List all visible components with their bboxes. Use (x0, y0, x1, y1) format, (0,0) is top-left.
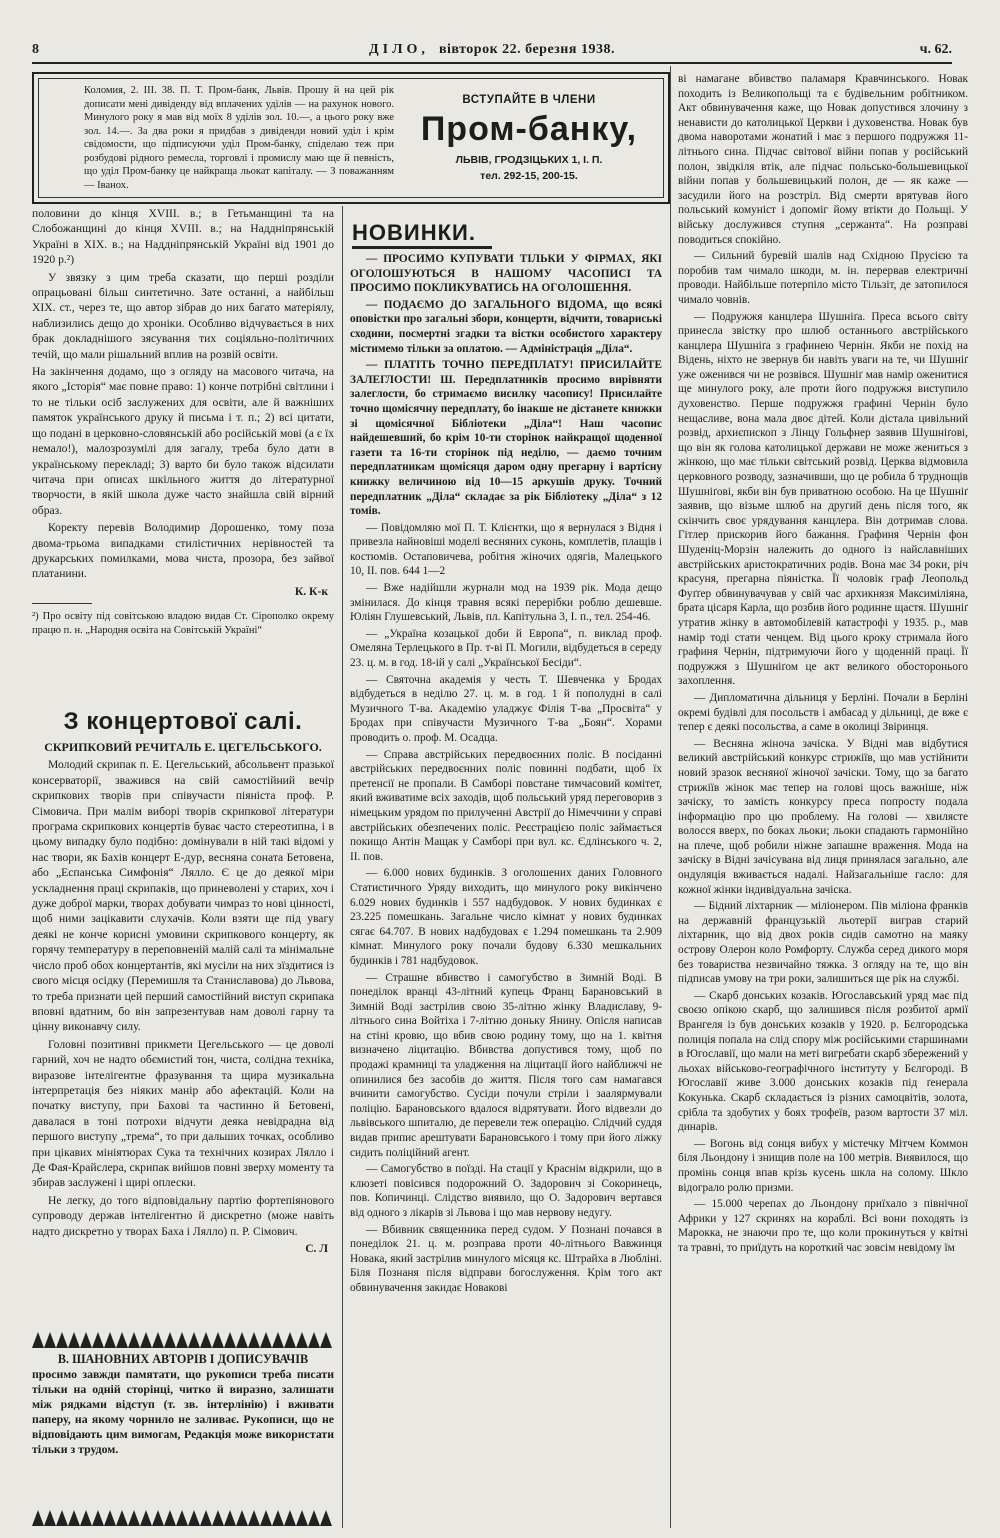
news-item: — Самогубство в поїзді. На стації у Краснім відкрили, що в клюзеті повісився подорожний О. Задорович зі Сокоринець, пов. Копичинці. Слідство виявило, що О. Задорович вертався від одного з лікарів зі Львова і що мав нервову недугу. (350, 1163, 662, 1219)
paper-title: ДІЛО, (369, 42, 429, 57)
news-item: — Страшне вбивство і самогубство в Зимній Воді. В понеділок вранці 43-літний купець Франц Барановський в Зимній Воді застрілив свою 35-літню жінку Владиславу, 9-літнього сина Войтіха і 7-літню доньку Янину. Опісля написав на стіні кровю, що вбив свою родину тому, що на 1. квітня визначено ліцитацію. Вбивства допустився тому, щоб по продажі крамниці та уладження на ліцитації його найближчі не опинилися без засобів до життя. Після того сам намагався вчинити самогубство. Сусіди почули стріли і заалярмували поліцію. Барановського вдалося відрятувати. Його відвезли до львівського шпиталю, де перевели теж операцію. Слідчий суддя видав припис арештувати Барановського і тому при його ліжку сидить поліційний агент. (350, 971, 662, 1159)
authors-notice (32, 1352, 334, 1457)
concert-subtitle: СКРИПКОВИЙ РЕЧИТАЛЬ Е. ЦЕГЕЛЬСЬКОГО. (44, 740, 322, 754)
footnote-rule (32, 603, 92, 604)
column-2-news (350, 252, 662, 1298)
review-paragraph: На закінчення додамо, що з огляду на масового читача, на якого „Історія“ має повне право: 1) конче потрібні світлини і то не тільки осіб заслужених для освіти, але й важніших памяток українського друку й письма і т. п.; 2) всі цитати, що подані в церковно-словянській або російській мові (а є їх немало!), малозрозумілі для загалу, треба було дати в українському перекладі; 3) варто би було також відсилати читача при описах шкільного життя до літературної творчости, в якій школа дуже часто знайшла свій вірний образ. (32, 365, 334, 517)
notice-body: просимо завжди памятати, що рукописи треба писати тільки на одній сторінці, читко й виразно, залишати між рядками відступ (т. зв. інтерлінію) і вживати паперу, на якому чорнило не заливає. Рукописи, що не відповідають цим вимогам, Редакція може використати тільки з трудом. (32, 1367, 334, 1456)
news-item: — Подружжя канцлера Шушніґа. Преса всього світу принесла звістку про шлюб останнього австрійського канцлера Шушніґа з графинею Чернін. Якби не похід на Відень, ніхто не звернув би навіть уваги на те, чи Шушніґ уже оженився чи не розвівся. Шушніґ мав намір оженитися ще минулого року, але проти його подружжя виступило духовенство. Перше подружжя графині Чернін було нещасливе, вона мала двоє дітей. Коли дістала цивільний розвід, архиєпископ з Лінцу Гольфнер заявив Шушніґові, що він як голова католицької держави не може жениться з жінкою, що має тільки світський розвід. Церква відмовила церковного розводу, зазначивши, що це робила б труднощів Шушніґові, якби він був приватною особою. На це Шушніґ заявив, що візьме шлюб на другий день після того, як скінчить своє урядування канцлера. Він дотримав слова. Гітлер прискорив його бажання. Графиня Чернін фон Шуденіц-Морзін належить до одного із найславніших австрійських аристократичних родів. Вона має 34 роки, річ красуня, прегарна піяністка. Її чоловік граф Леопольд Фуґґер обвинувачував у свій час архикнязя Максиміліяна, брата цісаря Карла, що розбив його родинне щастя. Шушніґ утратив жінку в автомобілевій катастрофі у 1935. р., мав намір тоді стати ченцем. Від цього кроку стримала його графиня Чернін, підтримуючи його у щоденній праці. Її подружжя з Шушніґом це акт великого обосторонього захоплення. (678, 310, 968, 688)
news-section-title: НОВИНКИ. (352, 220, 492, 249)
concert-signature: С. Л (305, 1242, 328, 1255)
review-paragraph: У звязку з цим треба сказати, що перші розділи опрацьовані більш синтетично. Зате останні, а найбільш XIX. ст., через те, що автор зібрав до них багато матеріялу, наблизились дещо до хроніки. Особливо відчувається в них брак докладнішого зясування тих соціяльно-політичних течій, що мали рішальний вплив на розвій освіти. (32, 270, 334, 361)
concert-paragraph: Не легку, до того відповідальну партію фортепіянового супроводу держав інтелігентно й дискретно (може навіть надто дискретно у творах Баха і Лялло) п. Р. Сімович. (32, 1193, 334, 1238)
issue-number: ч. 62. (919, 42, 952, 57)
ad-address: ЛЬВІВ, ГРОДЗІЦЬКИХ 1, І. П. (455, 154, 603, 166)
review-paragraph: половини до кінця XVIII. в.; в Гетьманщині та на Слобожанщині до кінця XVIII. в.; на Наддніпрянській Україні в XIX. в.; на Наддніпрянській Україні від 1901 до 1920 р.²) (32, 207, 334, 267)
concert-section-title: З концертової салі. (63, 708, 303, 735)
news-lead-notice: — ПЛАТІТЬ ТОЧНО ПЕРЕДПЛАТУ! ПРИСИЛАЙТЕ ЗАЛЕГЛОСТИ! Ш. Передплатників просимо вирівняти залеглости, бо стримаємо висилку часопису! Присилайте точно щомісячну передплату, бо інакше не дістанете книжки зі щомісячної Бібліотеки „Діла“! Наш часопис найдешевший, бо крім 10-ти сторінок найкращої щоденної газети та 16-ти сторінок під неділю, — даємо точним передплатникам щомісяця даром одну прегарну і вартісну книжку величиною від 10—15 аркушів друку. Точний передплатник „Діла“ складає за рік Бібліотеку „Діла“ з 12 томів. (350, 359, 662, 518)
news-item: ві намагане вбивство паламаря Кравчинського. Новак походить із Великопольщі та є будівельним робітником. Акт обвинувачення каже, що Новак допустився злочину з ненависти до католицької Церкви і духовенства. Новак був двома наворотами жонатий і має з першого подружжя 11-літнього сина. Підчас світової війни попав у російський полон, звідкіля втік, але підчас польсько-большевицької війни попав у большевицький полон, де — як каже — засудили його на розстріл. Від смерти врятував його польський комуніст і допоміг йому втікти до Польщі. У війську дослужився ступня „сержанта“. На розправі поводиться спокійно. (678, 73, 968, 246)
concert-paragraph: Молодий скрипак п. Е. Цегельський, абсольвент празької консерваторії, зважився на свій самостійний вечір скрипкових творів при співучасти піяніста проф. Р. Сімовича. При малім виборі творів скрипкової літератури програма скрипкових концертів буває часто стереотипна, і в цьому випадку було подібно: домінували в ній такі відомі у нас твори, як Бахів концерт Е-дур, весняна соната Бетовена, або „Еспанська Симфонія“ Лялло. Є це до деякої міри ускладнення праці скрипаків, що приневолені у старих, хоч і дуже доброї марки, творах добувати чимраз то нові цінності, щоб ними зацікавити слухачів. Коли взяти ще під увагу деякі не конче корисні умовини скрипкового концерту, як горячу температуру в переповненій малій салі та мінімальне число проб обох концертантів, які мусіли на них зїздитися із свого місця осідку (Перемишля та Станиславова) до Львова, то треба признати цей перший самостійний виступ скрипака вповні вдатним, бо він запрезентував нам доволі гарну та цінну виконавчу силу. (32, 758, 334, 1034)
issue-date: вівторок 22. березня 1938. (438, 42, 615, 57)
news-item: — Весняна жіноча зачіска. У Відні мав відбутися великий австрійський конкурс стрижіїв, що мав устійнити новий зразок весняної жіночої зачіски. Тому, що за багато стрижіїв жінок має тепер на голові щось важніше, ніж зачіску, то замість конкурсу преса попросту подала інформацію про цю проблему. На голові — хвилясте волосся вверх, по боках льоки; льоки спадають гармонійно на плече, щоб робили ніжне запашне враження. Мода на зачіску в Відні зачісувана від лиця принялася загально, але ондуляція вживається надалі. Найзагальніше гасло: для кожної жінки індивідуальна зачіска. (678, 737, 968, 896)
notice-heading: В. ШАНОВНИХ АВТОРІВ І ДОПИСУВАЧІВ (57, 1352, 309, 1366)
ad-brand (404, 84, 654, 182)
news-item: — 6.000 нових будинків. З оголошених даних Головного Статистичного Уряду виходить, що минулого року викінчено 6.029 нових будинків і 557 надбудовок. У нових будинках є 23.225 помешкань. Загальне число кімнат у нових будинках сягає 64.707. В нових надбудовах є 1.294 помешкань та 2.909 кімнат. Минулого року почали будову 6.330 мешкальних будинків і 781 надбудовок. (350, 867, 662, 967)
news-item: — Бідний ліхтарник — міліонером. Пів міліона франків на державній французькій льотерії виграв старий ліхтарник, що від двох років сидів самотно на маяку острову Олерон коло Ромфорту. Служба серед дикого моря без товариства незвичайно тяжка. З огляду на те, що він підписав умову на три роки, залишиться ще рік на службі. (678, 900, 968, 986)
news-lead-notice: — ПРОСИМО КУПУВАТИ ТІЛЬКИ У ФІРМАХ, ЯКІ ОГОЛОШУЮТЬСЯ В НАШОМУ ЧАСОПИСІ ТА ПРОСИМО ПОКЛИКУВАТИСЬ НА ОГОЛОШЕННЯ. (350, 253, 662, 295)
review-paragraph: Коректу перевів Володимир Дорошенко, тому поза двома-трьома випадками стилістичних нерівностей та друкарських помилками, мова чиста, прозора, без зайвої платанини. (32, 521, 334, 581)
ornament-border-bottom (32, 1508, 332, 1526)
column-1-concert (32, 740, 334, 1260)
news-item: — Вогонь від сонця вибух у містечку Мітчем Коммон біля Льондону і знищив поле на 100 метрів. Виявилося, що промінь сонця впав крізь кусень шкла на солому. Шкло відограло ролю призми. (678, 1137, 968, 1194)
news-item: — 15.000 черепах до Льондону приїхало з північної Африки у 127 скринях на кораблі. Всі вони походять із Марокка, не знаючи про те, що коли прокинуться у квітні та травні, то приїдуть на короткий час зовсім невідому їм (678, 1198, 968, 1254)
column-divider-right (670, 66, 671, 1528)
news-item: — Святочна академія у честь Т. Шевченка у Бродах відбудеться в неділю 27. ц. м. в год. 1 й пополудні в салі Музичного Т-ва. Академію уладжує Філія Т-ва „Просвіта“ у Бродах при співучасти Музичного Т-ва „Боян“. Хорами проводить о. проф. М. Осадца. (350, 673, 662, 744)
ad-phone: тел. 292-15, 200-15. (480, 170, 578, 182)
news-item: — Справа австрійських передвоєнних поліс. В посіданні австрійських передвоєнних поліс повинні подбати, щоб їх претенсії не пропали. В Самборі повстане тимчасовий комітет, який вживатиме всіх заходів, щоб польський уряд переговорив з німецьким урядом по прилученні Австрії до Німеччини у справі австрійських обезпечених поліс. Реєстрацією поліс займається покищо Антін Мащак у Самборі при вул. кс. Єдлінського ч. 2, II. пов. (350, 748, 662, 863)
ad-testimonial: Коломия, 2. III. 38. П. Т. Пром-банк, Львів. Прошу й на цей рік дописати мені дивіденду від вплачених уділів — на рахунок нового. Минулого року я мав від моїх 8 уділів зол. 10.—, а цього року вже зол. 14.—. За два роки я придбав з дивіденди новий уділ і крім свідомости, що підписуючи уділ Пром-банку, спіделаю теж при розбудові рідного ремесла, торговлі і промислу маю ще й певність, що уділ Пром-банку це найкраща льокат капіталу. — З поважанням — Іванох. (84, 85, 394, 191)
page-header (32, 42, 952, 64)
prombank-advertisement (32, 72, 670, 204)
column-3-news (678, 72, 968, 1258)
review-footnote: ²) Про освіту під совітською владою видав Ст. Сірополко окрему працю п. н. „Народня освіта на Совітській Україні“ (32, 611, 334, 636)
news-lead-notice: — ПОДАЄМО ДО ЗАГАЛЬНОГО ВІДОМА, що всякі оповістки про загальні збори, концерти, відчити, товариські сходини, посмертні згадки та вістки особистого характеру містимемо тільки за оплатою. — Адміністрація „Діла“. (350, 298, 662, 355)
page-number: 8 (32, 42, 39, 57)
column-1-review (32, 206, 334, 637)
ad-bank-name: Пром-банку, (420, 110, 638, 148)
masthead-line (32, 42, 952, 58)
news-item: — „Україна козацької доби й Европа“, п. виклад проф. Омеляна Терлецького в Пр. т-ві П. Могили, відбудеться в середу 23. ц. м. в год. 18-ій у салі „Української Бесіди“. (350, 627, 662, 670)
news-item: — Дипломатична дільниця у Берліні. Почали в Берліні окремі будівлі для посольств і амбасад у дільниці, де вже є тепер є деякі посольства, а саме в околиці Звіринця. (678, 691, 968, 734)
news-item: — Вже надійшли журнали мод на 1939 рік. Мода дещо змінилася. До кінця травня всякі перерібки роблю дешевше. Юліян Глушевський, Львів, пл. Капітульна 3, I. п., тел. 254-46. (350, 582, 662, 624)
ornament-border-top (32, 1330, 332, 1348)
concert-paragraph: Головні позитивні прикмети Цегельського — це доволі гарний, хоч не надто обємистий тон, чиста, солідна техніка, виразове інтелігентне фразування та щира музикальна інтерпретація без ніяких манір або афектацій. Коли на початку виступу, при Бахові та частинно й Бетовені, давалася в тоні потрохи відчути деяка невідрадна від першого виступу „трема“, то при дальших точках, особливо при цікавих мініятюрах Сука та технічних козирах Лялло і Де Фая-Крайслера, скрипак вийшов повні зверху моменту та збирав заслужені і щирі оплески. (32, 1037, 334, 1190)
review-signature: К. К-к (294, 584, 328, 598)
news-item: — Скарб донських козаків. Югославський уряд має під своєю опікою скарб, що залишився після розбитої армії Врангеля із був донських козаків у 1920. р. Бєлгородська полиція попала на слід спору між російськими старшинами в Югославії, що мали на меті вигребати скарб збережений у льохах військово-географічного інституту у Бєлгороді. В Югославії живе 3.000 донських козаків під ґенерала Кокунька. Скарб складається із різних самоцвітів, золота, срібла та здобутих у боях трофеїв, разом вартости 37 міл. динарів. (678, 989, 968, 1134)
news-item: — Повідомляю мої П. Т. Клієнтки, що я вернулася з Відня і привезла найновіші моделі весняних суконь, комплетів, плащів і костюмів. Остаповичева, робітня жіночих одягів, Малецького 10, II. пов. 644 1—2 (350, 521, 662, 578)
ad-join-line: ВСТУПАЙТЕ В ЧЛЕНИ (462, 94, 596, 106)
column-divider-left (342, 206, 343, 1528)
news-item: — Вбивник священника перед судом. У Познані почався в понеділок 21. ц. м. розправа проти 40-літнього Вавжинця Новака, який застрілив минулого місяця кс. Штрайха в Любліні. Біля Познаня після відправи богослуження. Крім того акт обвинувачення закидає Новакові (350, 1223, 662, 1294)
news-item: — Сильний буревій шалів над Східною Прусією та поробив там чимало шкоди, м. ін. перервав електричні проводи. Найбільше потерпіло місто Тільзіт, де затопилося чимало човнів. (678, 250, 968, 306)
